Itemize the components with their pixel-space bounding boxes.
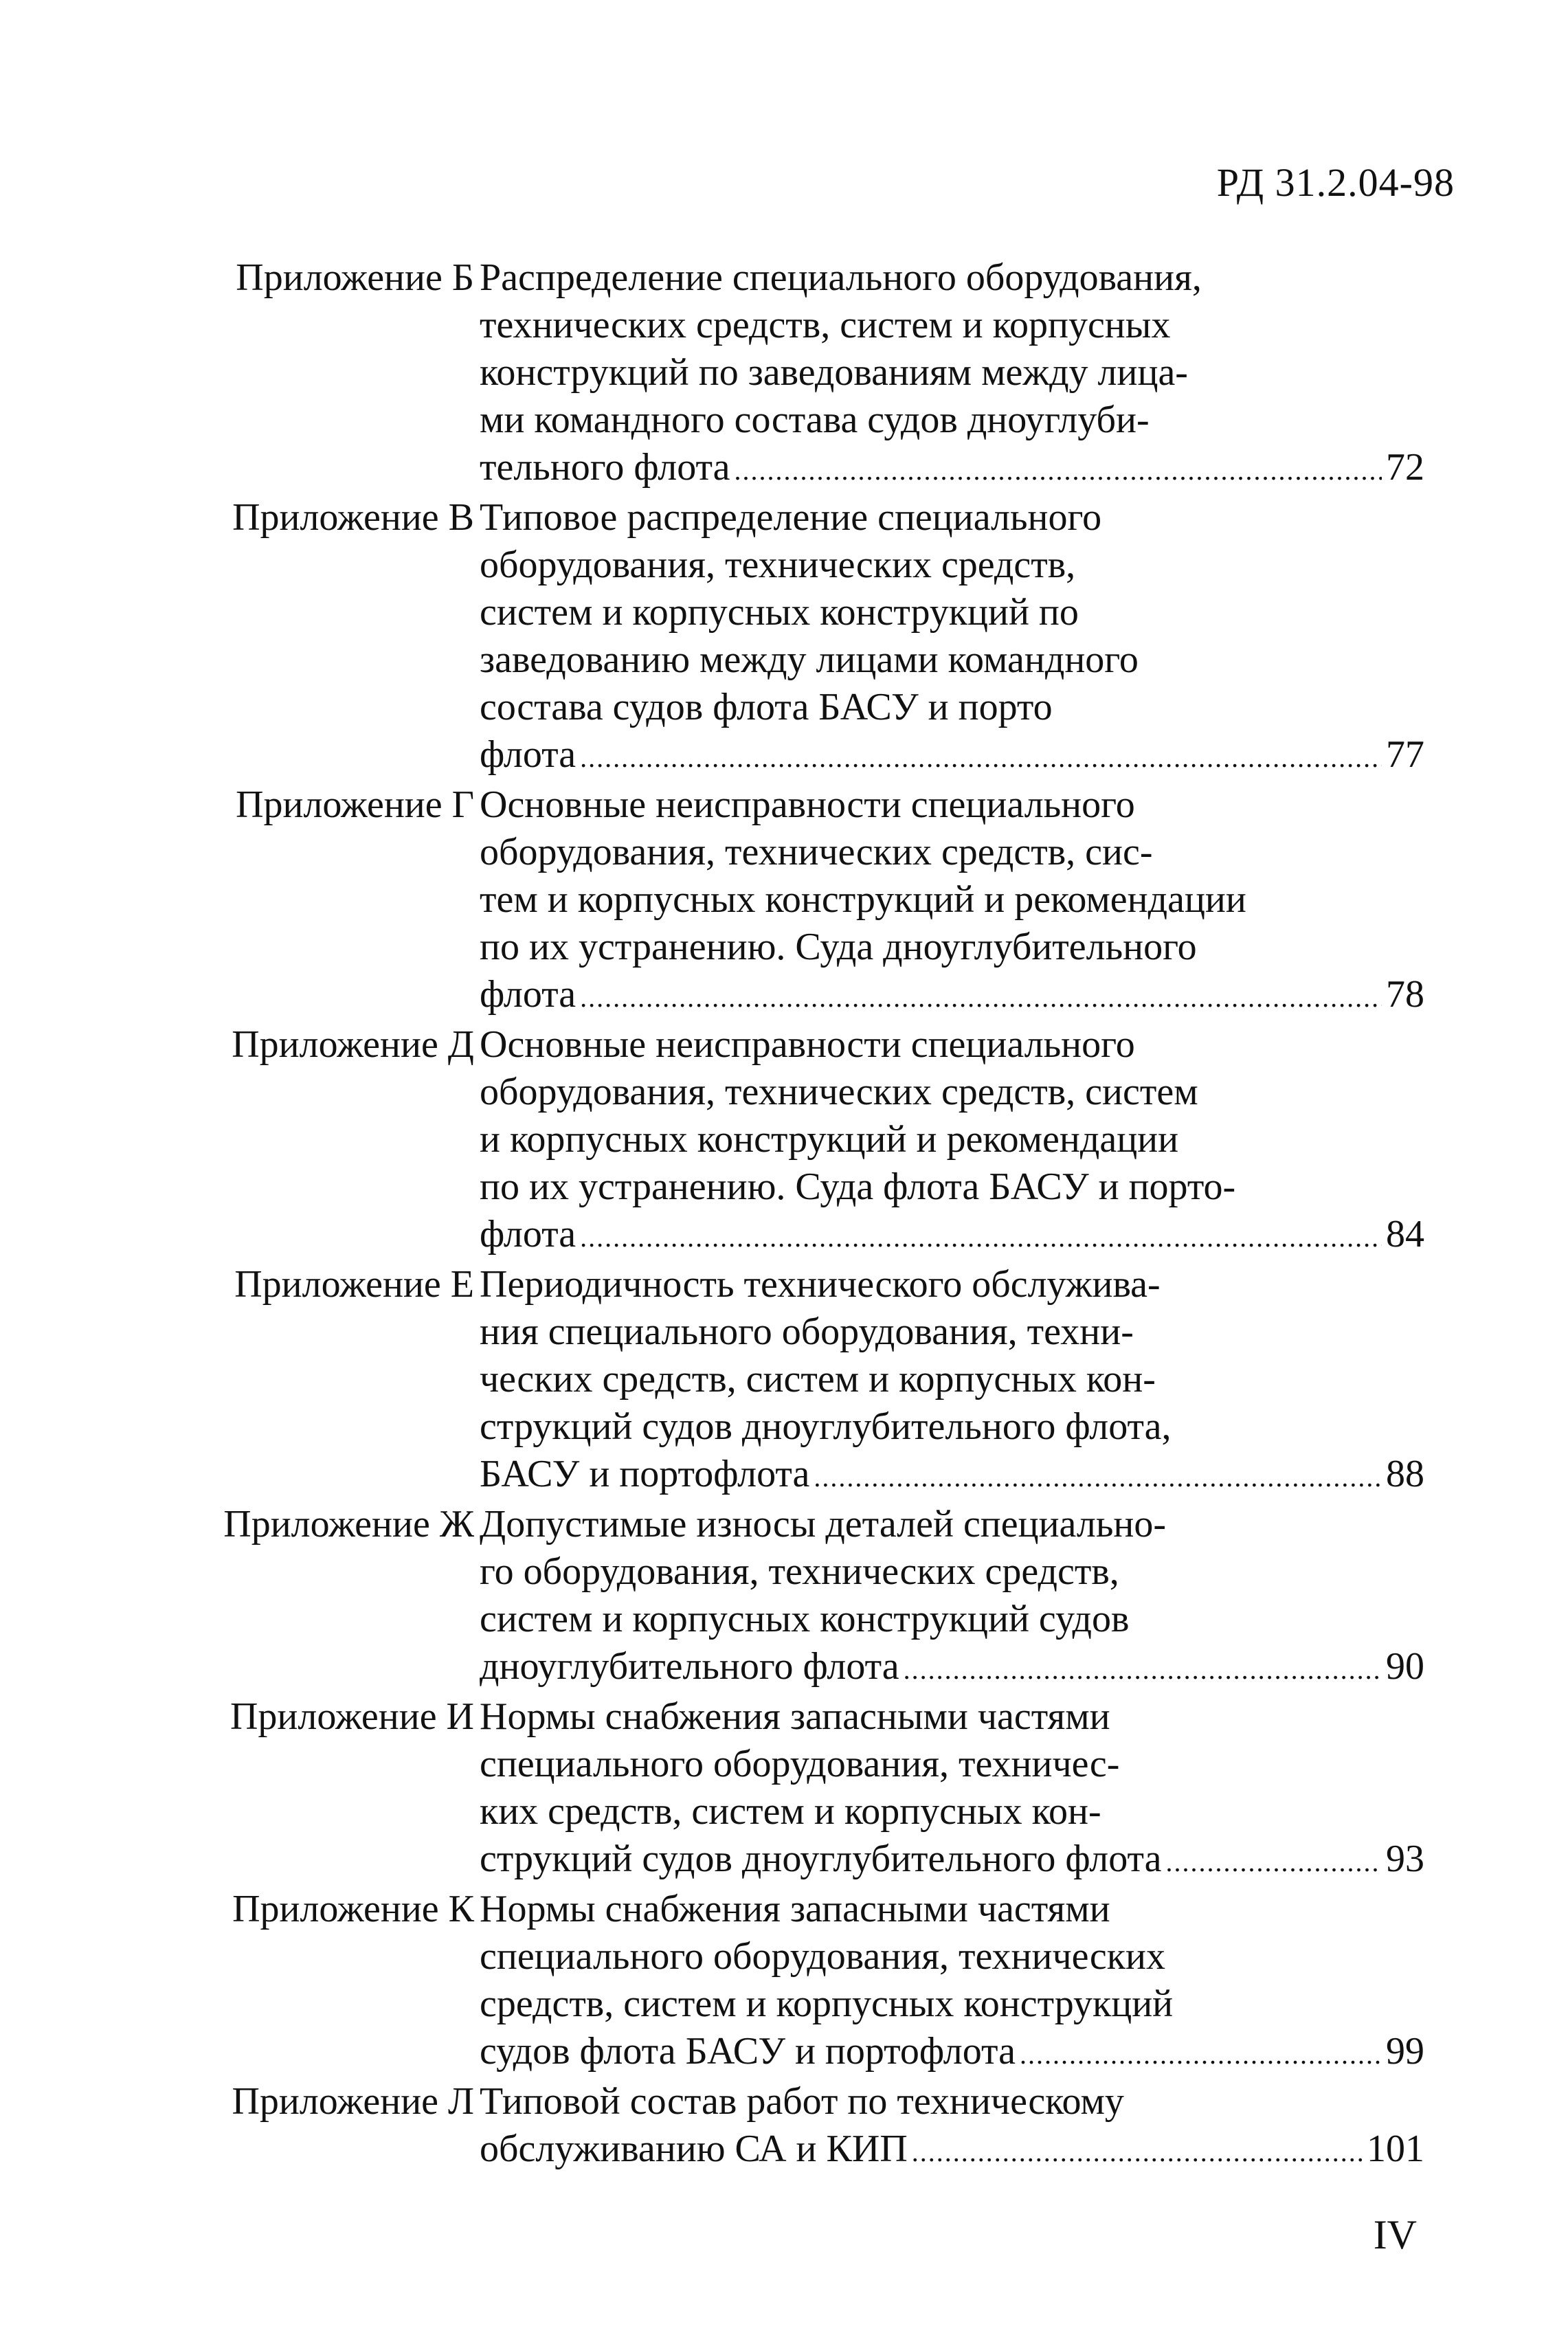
toc-entry xyxy=(0,2078,1568,2176)
title-line: оборудования, технических средств, систем xyxy=(480,1071,1198,1113)
title-line: заведованию между лицами командного xyxy=(480,638,1139,681)
dot-leader xyxy=(1166,1838,1382,1886)
title-line: систем и корпусных конструкций судов xyxy=(480,1598,1130,1640)
title-line: ких средств, систем и корпусных кон- xyxy=(480,1790,1101,1833)
dot-leader xyxy=(904,1646,1382,1693)
appendix-title xyxy=(480,1021,1424,1261)
dot-leader xyxy=(912,2128,1363,2176)
appendix-title xyxy=(480,494,1424,781)
title-last-line xyxy=(480,444,1424,494)
title-line: конструкций по заведованиям между лица- xyxy=(480,351,1188,394)
page-number: 99 xyxy=(1386,2030,1424,2073)
title-last-line xyxy=(480,971,1424,1021)
title-line: по их устранению. Суда дноуглубительного xyxy=(480,926,1197,968)
page-number: 72 xyxy=(1386,446,1424,489)
appendix-label: Приложение Д xyxy=(232,1023,474,1066)
title-line: струкций судов дноуглубительного флота, xyxy=(480,1405,1172,1448)
appendix-title xyxy=(480,781,1424,1021)
page-number: 78 xyxy=(1386,973,1424,1016)
title-line: Нормы снабжения запасными частями xyxy=(480,1695,1110,1738)
dot-leader xyxy=(580,974,1382,1021)
title-line: обслуживанию СА и КИП xyxy=(480,2128,908,2170)
toc-entry xyxy=(0,1021,1568,1261)
page-number: 93 xyxy=(1386,1838,1424,1880)
title-line: дноуглубительного флота xyxy=(480,1645,899,1688)
title-line: флота xyxy=(480,973,576,1016)
title-last-line xyxy=(480,1643,1424,1693)
title-line: флота xyxy=(480,733,576,776)
title-last-line xyxy=(480,1211,1424,1261)
title-line: состава судов флота БАСУ и порто xyxy=(480,686,1053,728)
title-line: ния специального оборудования, техни- xyxy=(480,1310,1134,1353)
title-last-line xyxy=(480,2125,1424,2176)
title-line: Типовой состав работ по техническому xyxy=(480,2080,1124,2123)
appendix-label: Приложение Б xyxy=(236,256,474,299)
page-number: 101 xyxy=(1367,2128,1424,2170)
appendix-label: Приложение Е xyxy=(234,1263,474,1306)
title-last-line xyxy=(480,2028,1424,2078)
appendix-label: Приложение И xyxy=(229,1695,474,1738)
page-number: 90 xyxy=(1386,1645,1424,1688)
title-line: го оборудования, технических средств, xyxy=(480,1550,1119,1593)
appendix-title xyxy=(480,1501,1424,1693)
title-line: флота xyxy=(480,1213,576,1255)
title-last-line xyxy=(480,1451,1424,1501)
title-line: специального оборудования, техничес- xyxy=(480,1743,1120,1785)
toc-entry xyxy=(0,1261,1568,1501)
title-line: по их устранению. Суда флота БАСУ и порто- xyxy=(480,1165,1236,1208)
title-line: Нормы снабжения запасными частями xyxy=(480,1888,1110,1930)
page-number: 77 xyxy=(1386,733,1424,776)
toc-entry xyxy=(0,494,1568,781)
title-line: систем и корпусных конструкций по xyxy=(480,591,1079,634)
dot-leader xyxy=(814,1453,1382,1501)
title-line: БАСУ и портофлота xyxy=(480,1453,810,1495)
title-line: тельного флота xyxy=(480,446,730,489)
title-last-line xyxy=(480,731,1424,781)
title-line: судов флота БАСУ и портофлота xyxy=(480,2030,1016,2073)
title-line: Типовое распределение специального xyxy=(480,496,1102,539)
appendix-title xyxy=(480,254,1424,494)
dot-leader xyxy=(1020,2031,1382,2078)
dot-leader xyxy=(734,447,1382,494)
document-code: РД 31.2.04-98 xyxy=(1216,160,1455,205)
toc-entry xyxy=(0,1886,1568,2078)
page-number: 84 xyxy=(1386,1213,1424,1255)
toc-entry xyxy=(0,1501,1568,1693)
appendix-title xyxy=(480,2078,1424,2176)
title-line: специального оборудования, технических xyxy=(480,1935,1165,1978)
appendix-label: Приложение Г xyxy=(236,783,474,826)
title-line: тем и корпусных конструкций и рекомендации xyxy=(480,878,1246,921)
title-line: Периодичность технического обслужива- xyxy=(480,1263,1161,1306)
appendix-title xyxy=(480,1261,1424,1501)
dot-leader xyxy=(580,734,1382,781)
appendix-title xyxy=(480,1886,1424,2078)
title-line: и корпусных конструкций и рекомендации xyxy=(480,1118,1179,1161)
appendix-title xyxy=(480,1693,1424,1886)
title-line: Распределение специального оборудования, xyxy=(480,256,1202,299)
dot-leader xyxy=(580,1214,1382,1261)
title-line: оборудования, технических средств, сис- xyxy=(480,831,1153,873)
appendix-label: Приложение В xyxy=(232,496,474,539)
title-line: Основные неисправности специального xyxy=(480,783,1135,826)
toc-entry xyxy=(0,781,1568,1021)
page-number-roman: IV xyxy=(1373,2212,1417,2257)
title-line: Основные неисправности специального xyxy=(480,1023,1135,1066)
appendix-label: Приложение Ж xyxy=(223,1503,474,1545)
table-of-contents xyxy=(0,254,1568,2176)
title-line: технических средств, систем и корпусных xyxy=(480,304,1171,346)
title-line: ми командного состава судов дноуглуби- xyxy=(480,399,1150,441)
toc-entry xyxy=(0,254,1568,494)
toc-entry xyxy=(0,1693,1568,1886)
page-number: 88 xyxy=(1386,1453,1424,1495)
appendix-label: Приложение Л xyxy=(232,2080,474,2123)
title-line: оборудования, технических средств, xyxy=(480,544,1076,586)
title-last-line xyxy=(480,1835,1424,1886)
title-line: ческих средств, систем и корпусных кон- xyxy=(480,1358,1156,1400)
appendix-label: Приложение К xyxy=(232,1888,474,1930)
title-line: средств, систем и корпусных конструкций xyxy=(480,1983,1174,2025)
title-line: Допустимые износы деталей специально- xyxy=(480,1503,1167,1545)
title-line: струкций судов дноуглубительного флота xyxy=(480,1838,1162,1880)
